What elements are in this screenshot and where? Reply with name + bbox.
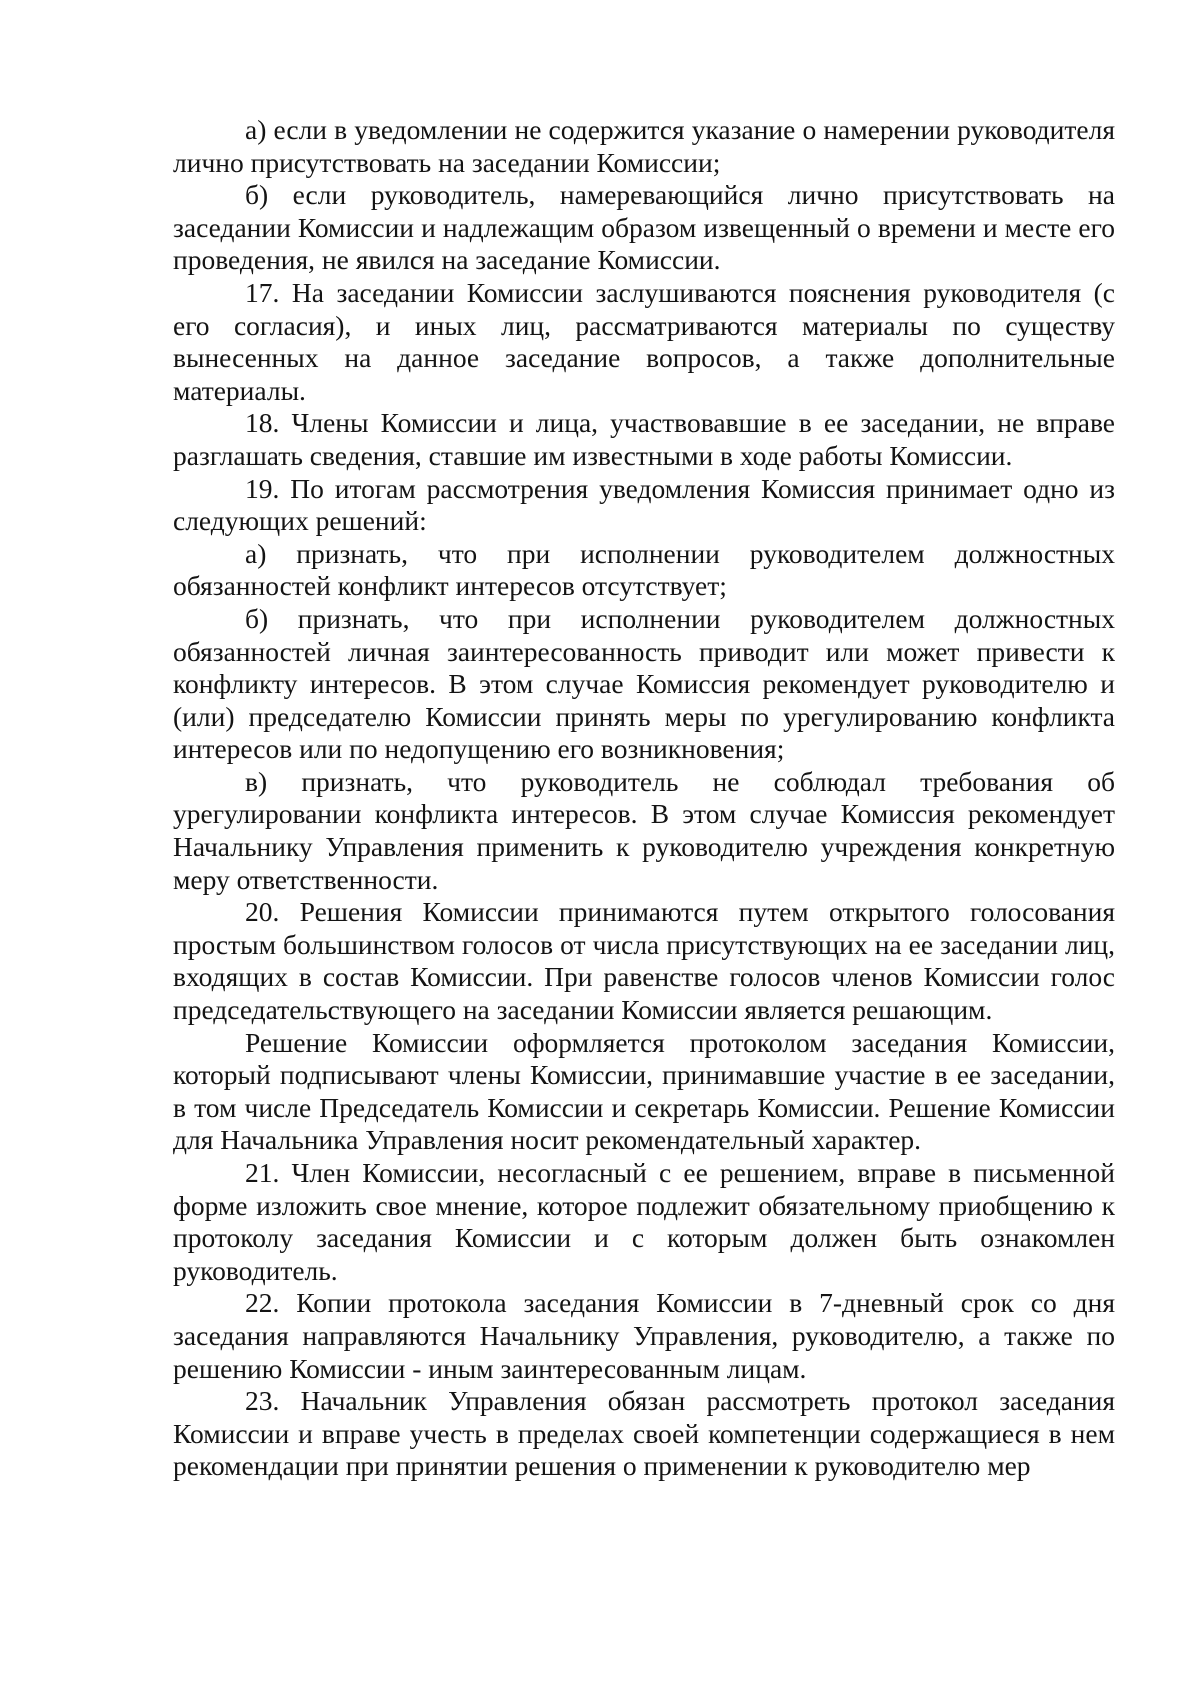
paragraph-19-b: б) признать, что при исполнении руководителем должностных обязанностей личная заинтересованность приводит или может привести к конфликту интересов. В этом случае Комиссия рекомендует руководителю и (или) председателю Комиссии принять меры по урегулированию конфликта интересов или по недопущению его возникновения; xyxy=(173,602,1115,765)
paragraph-20-decision: Решение Комиссии оформляется протоколом заседания Комиссии, который подписывают члены Комиссии, принимавшие участие в ее заседании, в том числе Председатель Комиссии и секретарь Комиссии. Решение Комиссии для Начальника Управления носит рекомендательный характер. xyxy=(173,1026,1115,1156)
paragraph-19-a: а) признать, что при исполнении руководителем должностных обязанностей конфликт интересов отсутствует; xyxy=(173,537,1115,602)
document-body xyxy=(173,114,1115,1483)
paragraph-19-v: в) признать, что руководитель не соблюдал требования об урегулировании конфликта интересов. В этом случае Комиссия рекомендует Начальнику Управления применить к руководителю учреждения конкретную меру ответственности. xyxy=(173,765,1115,895)
paragraph-23: 23. Начальник Управления обязан рассмотреть протокол заседания Комиссии и вправе учесть в пределах своей компетенции содержащиеся в нем рекомендации при принятии решения о применении к руководителю мер xyxy=(173,1385,1115,1482)
paragraph-item-b-absence: б) если руководитель, намеревающийся лично присутствовать на заседании Комиссии и надлежащим образом извещенный о времени и месте его проведения, не явился на заседание Комиссии. xyxy=(173,179,1115,276)
paragraph-17: 17. На заседании Комиссии заслушиваются пояснения руководителя (с его согласия), и иных лиц, рассматриваются материалы по существу вынесенных на данное заседание вопросов, а также дополнительные материалы. xyxy=(173,276,1115,406)
paragraph-18: 18. Члены Комиссии и лица, участвовавшие в ее заседании, не вправе разглашать сведения, ставшие им известными в ходе работы Комиссии. xyxy=(173,407,1115,471)
paragraph-20: 20. Решения Комиссии принимаются путем открытого голосования простым большинством голосов от числа присутствующих на ее заседании лиц, входящих в состав Комиссии. При равенстве голосов членов Комиссии голос председательствующего на заседании Комиссии является решающим. xyxy=(173,896,1115,1026)
paragraph-22: 22. Копии протокола заседания Комиссии в 7-дневный срок со дня заседания направляются Начальнику Управления, руководителю, а также по решению Комиссии - иным заинтересованным лицам. xyxy=(173,1287,1115,1384)
paragraph-item-a-notice: а) если в уведомлении не содержится указание о намерении руководителя лично присутствовать на заседании Комиссии; xyxy=(173,114,1115,178)
paragraph-21: 21. Член Комиссии, несогласный с ее решением, вправе в письменной форме изложить свое мнение, которое подлежит обязательному приобщению к протоколу заседания Комиссии и с которым должен быть ознакомлен руководитель. xyxy=(173,1157,1115,1286)
paragraph-19: 19. По итогам рассмотрения уведомления Комиссия принимает одно из следующих решений: xyxy=(173,472,1115,537)
